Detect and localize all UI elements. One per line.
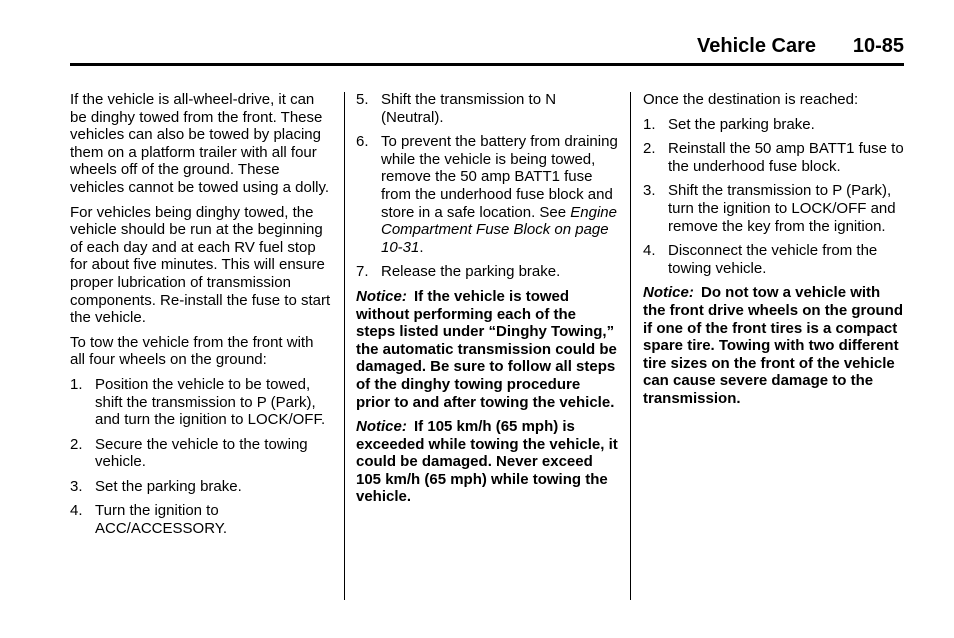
step-number: 3. [643,182,656,200]
notice-block [643,284,905,407]
list-item [643,116,905,134]
step-number: 4. [70,502,83,520]
destination-steps-list [643,116,905,278]
list-item [70,376,332,429]
step-text: Position the vehicle to be towed, shift the transmission to P (Park), and turn the ignition to LOCK/OFF. [95,375,326,429]
step-number: 5. [356,91,369,108]
list-item [356,91,618,126]
notice-text: Do not tow a vehicle with the front drive wheels on the ground if one of the front tires is a compact spare tire. Towing with two different tire sizes on the front of the vehicle can cause severe damage to the transmission. [643,284,904,407]
section-title: Vehicle Care [697,35,816,57]
notice-text: If 105 km/h (65 mph) is exceeded while towing the vehicle, it could be damaged. Never exceed 105 km/h (65 mph) while towing the vehicle. [356,418,618,506]
column-divider [344,92,345,600]
list-item [70,436,332,471]
notice-label: Notice: [356,418,407,436]
step-number: 1. [643,115,656,133]
notice-block [356,418,618,506]
step-text: Shift the transmission to P (Park), turn the ignition to LOCK/OFF and remove the key from the ignition. [668,182,896,235]
step-number: 4. [643,242,656,260]
page-number: 10-85 [852,35,904,57]
column-1 [70,91,332,545]
step-text: Set the parking brake. [95,477,242,495]
step-number: 3. [70,477,83,495]
list-item [643,182,905,235]
notice-block [356,288,618,411]
paragraph: Once the destination is reached: [643,91,859,108]
list-item [70,502,332,537]
notice-label: Notice: [356,287,407,305]
list-item [356,263,618,281]
step-number: 2. [70,435,83,453]
tow-steps-list-continued [356,91,618,281]
column-2 [356,91,618,513]
list-item [356,133,618,256]
paragraph: For vehicles being dinghy towed, the vehicle should be run at the beginning of each day and at each RV fuel stop for about five minutes. This will ensure proper lubrication of transmission components. Re-install the fuse to start the vehicle. [70,203,331,327]
step-text: Secure the vehicle to the towing vehicle. [95,435,308,471]
paragraph: To tow the vehicle from the front with all four wheels on the ground: [70,333,314,369]
notice-text: If the vehicle is towed without performing each of the steps listed under “Dinghy Towing,” the automatic transmission could be damaged. Be sure to follow all steps of the dinghy towing procedure prior to and after towing the vehicle. [356,287,617,411]
step-number: 1. [70,375,83,393]
list-item [643,140,905,175]
step-text: Reinstall the 50 amp BATT1 fuse to the underhood fuse block. [668,140,904,175]
page-header [70,36,904,64]
step-number: 7. [356,263,369,281]
step-text-end: . [419,238,424,256]
paragraph: If the vehicle is all-wheel-drive, it can be dinghy towed from the front. These vehicles can also be towed by placing them on a platform trailer with all four wheels off of the ground. These vehicles cannot be towed using a dolly. [70,91,330,196]
step-number: 2. [643,140,656,158]
tow-steps-list [70,376,332,538]
column-3 [643,91,905,415]
step-number: 6. [356,133,369,151]
column-divider [630,92,631,600]
cross-reference-link[interactable]: Engine Compartment Fuse Block on page 10-31 [381,203,617,256]
step-text: Release the parking brake. [381,263,561,281]
notice-label: Notice: [643,284,694,302]
step-text: Set the parking brake. [668,115,815,133]
list-item [70,478,332,496]
step-text: Turn the ignition to ACC/ACCESSORY. [95,502,227,538]
step-text: Disconnect the vehicle from the towing vehicle. [668,242,878,277]
step-text: Shift the transmission to N (Neutral). [381,91,557,126]
step-text: To prevent the battery from draining while the vehicle is being towed, remove the 50 amp BATT1 fuse from the underhood fuse block and store in a safe location. See [381,133,618,221]
list-item [643,242,905,277]
header-rule [70,63,904,66]
